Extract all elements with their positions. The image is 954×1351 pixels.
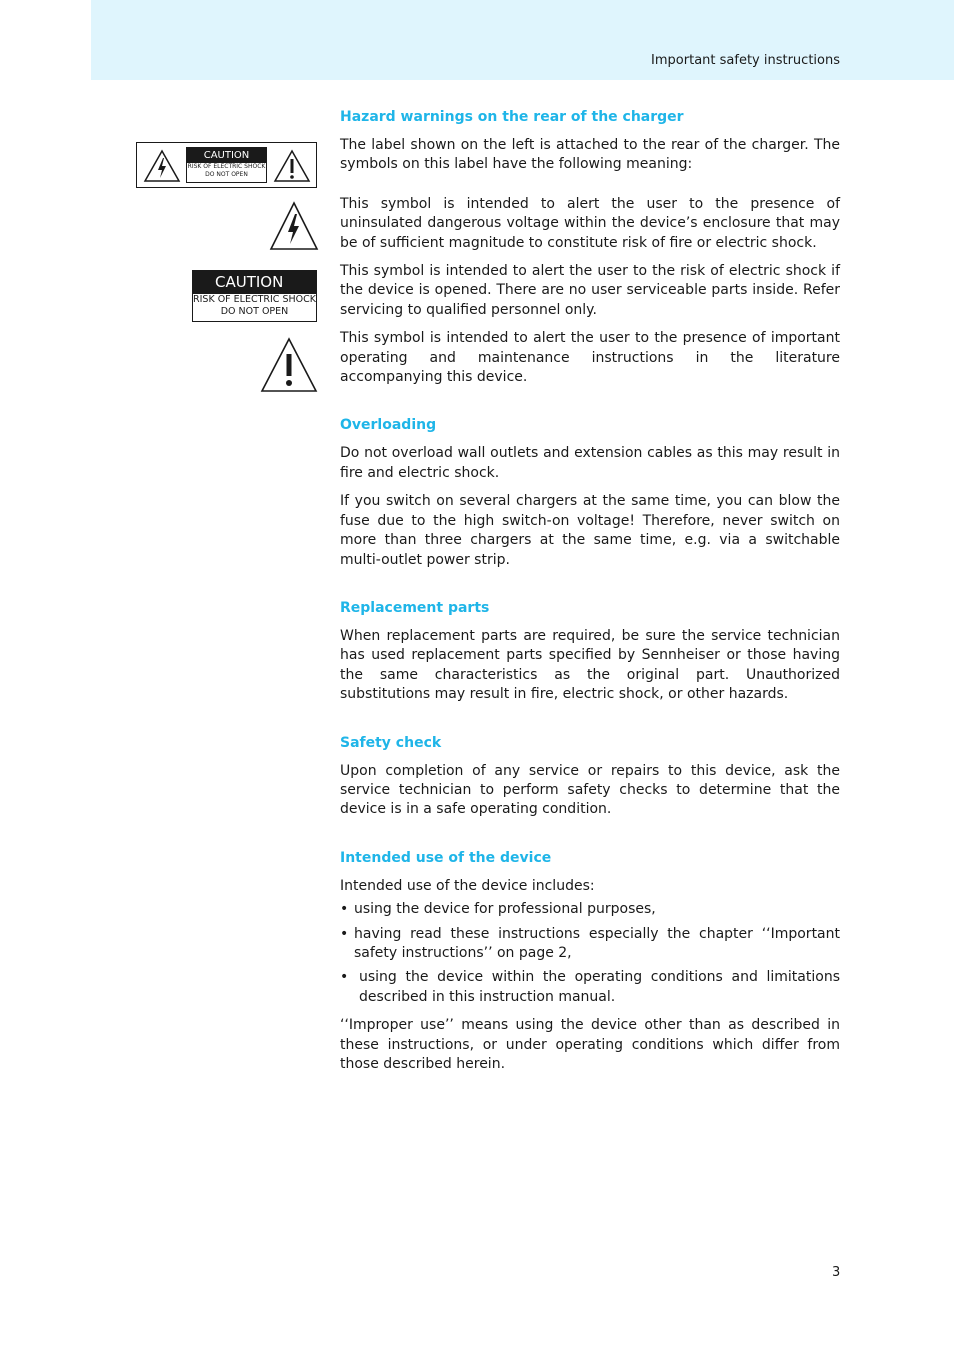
- intended-use-intro: Intended use of the device includes:: [340, 877, 595, 894]
- header-band: [91, 0, 954, 80]
- label-open-text: DO NOT OPEN: [205, 171, 248, 178]
- list-item: [340, 900, 840, 919]
- label-caution-panel: [186, 147, 267, 183]
- charger-rear-label: [136, 142, 317, 188]
- section-hazard-warnings: [340, 108, 840, 387]
- caution-open-text: DO NOT OPEN: [220, 306, 289, 317]
- section-overloading: [340, 416, 840, 569]
- list-item-text: using the device within the operating conditions and limitations described in this instruction manual.: [359, 969, 840, 1005]
- heading-hazard-warnings: Hazard warnings on the rear of the charger: [340, 109, 684, 125]
- replacement-p1: When replacement parts are required, be sure the service technician has used replacement parts specified by Sennheiser or those having the same characteristics as the original part. Unauthorized substitutions may result in fire, electric shock, or other hazards.: [340, 627, 840, 703]
- hazard-intro: The label shown on the left is attached to the rear of the charger. The symbols on this label have the following meaning:: [340, 137, 840, 173]
- main-content: [340, 108, 840, 1103]
- label-caution-text: CAUTION: [187, 148, 266, 163]
- section-safety-check: [340, 734, 840, 820]
- caution-risk-text: RISK OF ELECTRIC SHOCK: [193, 294, 316, 305]
- bullet-icon: •: [340, 901, 349, 918]
- bullet-icon: •: [340, 969, 349, 986]
- list-item: [340, 925, 840, 964]
- hazard-instructions-text: This symbol is intended to alert the user to the presence of important operating and maintenance instructions in the literature accompanying this device.: [340, 330, 840, 386]
- list-item-text: having read these instructions especially the chapter ‘‘Important safety instructions’’ on page 2,: [354, 925, 840, 961]
- caution-title: CAUTION: [193, 271, 316, 294]
- page-number: 3: [832, 1265, 841, 1280]
- running-header: Important safety instructions: [651, 53, 840, 68]
- list-item-text: using the device for professional purposes,: [354, 901, 656, 918]
- lightning-triangle-icon: [143, 149, 181, 183]
- intended-use-closing: ‘‘Improper use’’ means using the device other than as described in these instructions, or under operating conditions which differ from those described herein.: [340, 1017, 840, 1072]
- heading-safety-check: Safety check: [340, 734, 442, 751]
- list-item: [340, 968, 840, 1007]
- attention-exclamation-icon: [260, 337, 318, 393]
- exclamation-triangle-icon: [273, 149, 311, 183]
- label-risk-text: RISK OF ELECTRIC SHOCK: [187, 163, 266, 170]
- heading-overloading: Overloading: [340, 417, 437, 434]
- section-intended-use: [340, 849, 840, 1075]
- caution-shock-symbol: [192, 270, 317, 322]
- hazard-voltage-text: This symbol is intended to alert the user to the presence of uninsulated dangerous voltage within the device’s enclosure that may be of sufficient magnitude to constitute risk of fire or electric shock.: [340, 195, 840, 251]
- hazard-shock-text: This symbol is intended to alert the user to the risk of electric shock if the device is opened. There are no user serviceable parts inside. Refer servicing to qualified personnel only.: [340, 263, 840, 318]
- safety-check-p1: Upon completion of any service or repairs to this device, ask the service technician to perform safety checks to determine that the device is in a safe operating condition.: [340, 762, 840, 818]
- heading-intended-use: Intended use of the device: [340, 849, 552, 866]
- dangerous-voltage-icon: [269, 201, 319, 251]
- bullet-icon: •: [340, 925, 349, 942]
- overloading-p2: If you switch on several chargers at the same time, you can blow the fuse due to the high switch-on voltage! Therefore, never switch on more than three chargers at the same time, e.g. via a switchable multi-outlet power strip.: [340, 493, 840, 568]
- heading-replacement-parts: Replacement parts: [340, 599, 490, 616]
- intended-use-list: [340, 900, 840, 1007]
- section-replacement-parts: [340, 599, 840, 705]
- overloading-p1: Do not overload wall outlets and extension cables as this may result in fire and electric shock.: [340, 445, 840, 481]
